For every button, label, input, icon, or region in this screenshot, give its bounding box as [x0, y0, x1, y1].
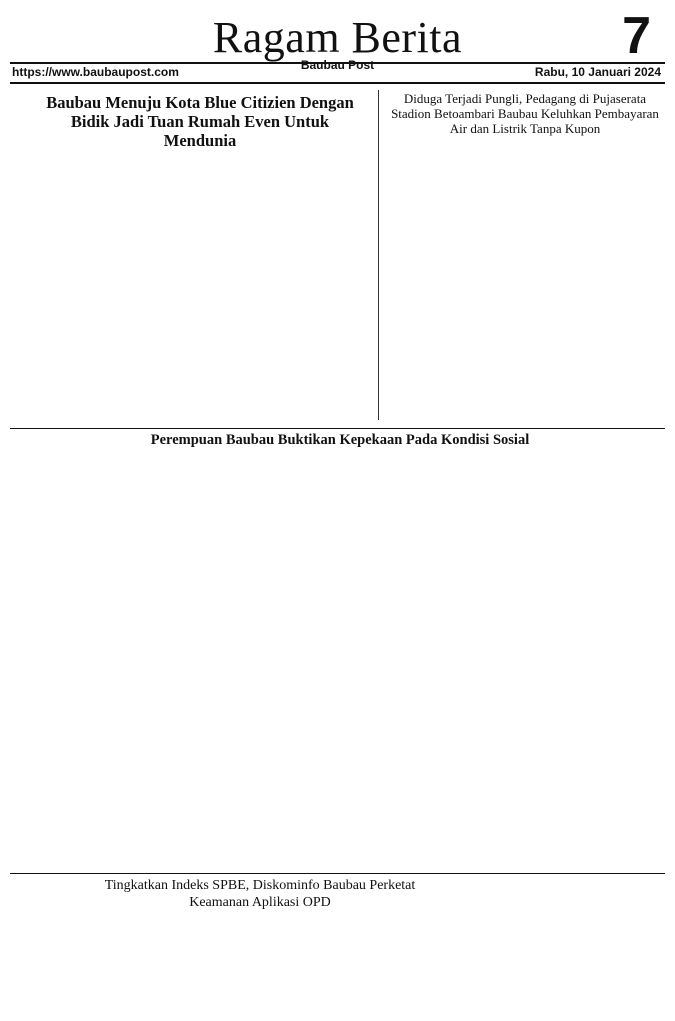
page-number: 7 — [622, 7, 651, 65]
masthead-rule-top — [10, 62, 665, 64]
article-lower-body — [10, 914, 440, 1014]
article-middle-body — [10, 452, 665, 870]
site-url-link[interactable]: https://www.baubaupost.com — [12, 65, 179, 79]
article-main-body — [10, 150, 370, 425]
section-rule-middle — [10, 428, 665, 429]
masthead-rule-bottom — [10, 82, 665, 84]
newspaper-subtitle: Baubau Post — [300, 58, 375, 72]
article-right-body — [386, 150, 666, 425]
newspaper-name: Ragam Berita — [212, 13, 463, 62]
headline-right: Diduga Terjadi Pungli, Pedagang di Pujaserata Stadion Betoambari Baubau Keluhkan Pembayaran Air dan Listrik Tanpa Kupon — [391, 91, 659, 136]
headline-lower: Tingkatkan Indeks SPBE, Diskominfo Baubau Perketat Keamanan Aplikasi OPD — [104, 878, 416, 910]
section-divider-vertical — [378, 90, 379, 420]
issue-date: Rabu, 10 Januari 2024 — [534, 65, 661, 79]
headline-middle: Perempuan Baubau Buktikan Kepekaan Pada Kondisi Sosial — [150, 432, 530, 448]
headline-main: Baubau Menuju Kota Blue Citizien Dengan Bidik Jadi Tuan Rumah Even Untuk Mendunia — [46, 93, 354, 150]
section-rule-lower — [10, 873, 665, 874]
